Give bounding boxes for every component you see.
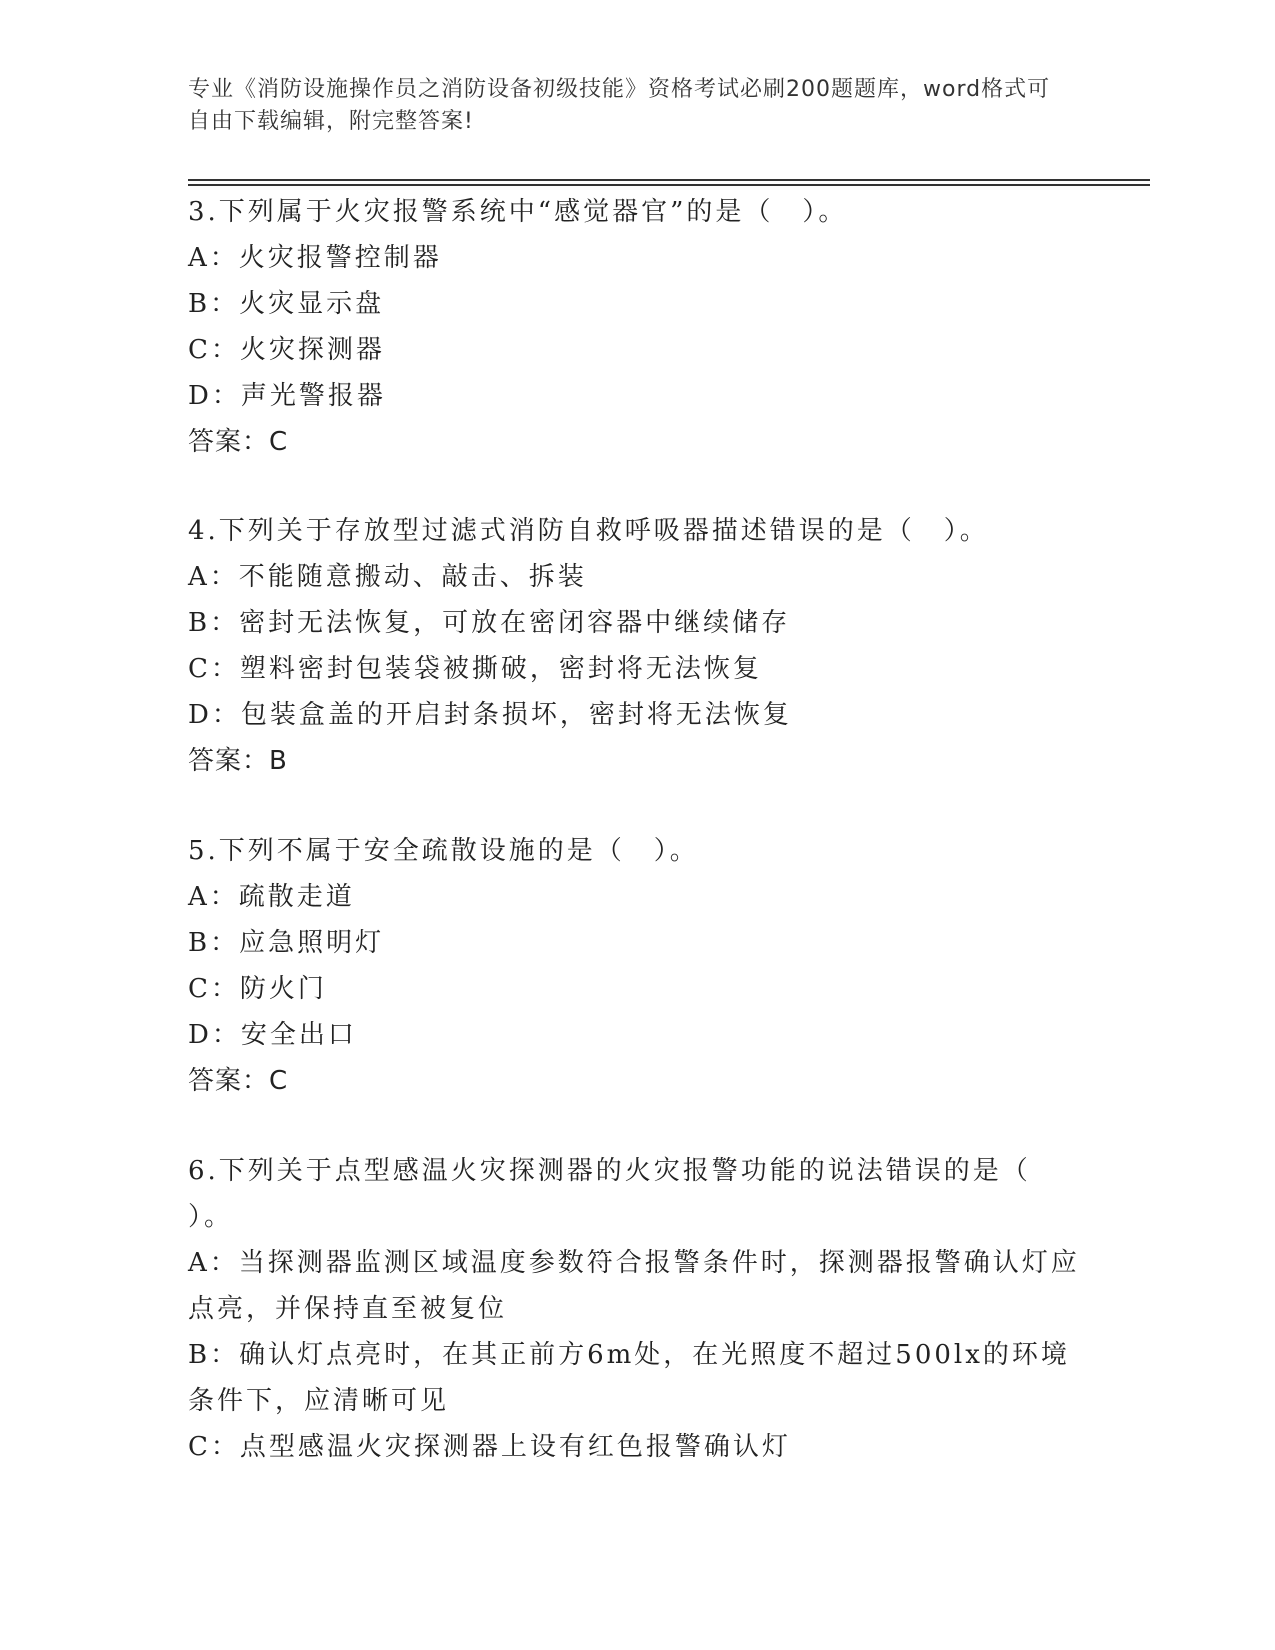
header-divider-top [188, 179, 1150, 181]
option-a-line-1: A：当探测器监测区域温度参数符合报警条件时，探测器报警确认灯应 [188, 1248, 1080, 1278]
option-b-line-2: 条件下，应清晰可见 [188, 1386, 450, 1416]
question-stem: 5.下列不属于安全疏散设施的是（ ）。 [188, 836, 699, 866]
option-d: D：包装盒盖的开启封条损坏，密封将无法恢复 [188, 700, 792, 730]
option-c: C：塑料密封包装袋被撕破，密封将无法恢复 [188, 654, 762, 684]
answer: 答案：C [188, 1066, 289, 1096]
header-divider-bottom [188, 184, 1150, 186]
question-stem-line-2: ）。 [188, 1202, 234, 1232]
answer: 答案：C [188, 427, 289, 457]
option-a: A：火灾报警控制器 [188, 243, 442, 273]
option-c: C：防火门 [188, 974, 327, 1004]
question-3 [188, 189, 1088, 465]
option-b: B：密封无法恢复，可放在密闭容器中继续储存 [188, 608, 791, 638]
question-stem: 3.下列属于火灾报警系统中“感觉器官”的是（ ）。 [188, 197, 848, 227]
option-a: A：疏散走道 [188, 882, 355, 912]
option-b: B：火灾显示盘 [188, 289, 385, 319]
option-b: B：应急照明灯 [188, 928, 385, 958]
option-d: D：声光警报器 [188, 381, 386, 411]
header-text: 专业《消防设施操作员之消防设备初级技能》资格考试必刷200题题库，word格式可自由下载编辑，附完整答案! [188, 77, 1051, 134]
option-b-line-1: B：确认灯点亮时，在其正前方6m处，在光照度不超过500lx的环境 [188, 1340, 1070, 1370]
option-a: A：不能随意搬动、敲击、拆装 [188, 562, 587, 592]
option-c: C：点型感温火灾探测器上设有红色报警确认灯 [188, 1432, 791, 1462]
document-header [188, 74, 1068, 138]
option-a-line-2: 点亮，并保持直至被复位 [188, 1294, 508, 1324]
question-5 [188, 828, 1088, 1104]
question-stem: 4.下列关于存放型过滤式消防自救呼吸器描述错误的是（ ）。 [188, 516, 989, 546]
question-6 [188, 1148, 1088, 1470]
question-4 [188, 508, 1088, 784]
option-d: D：安全出口 [188, 1020, 357, 1050]
answer: 答案：B [188, 746, 288, 776]
option-c: C：火灾探测器 [188, 335, 385, 365]
question-stem-line-1: 6.下列关于点型感温火灾探测器的火灾报警功能的说法错误的是（ [188, 1156, 1031, 1186]
